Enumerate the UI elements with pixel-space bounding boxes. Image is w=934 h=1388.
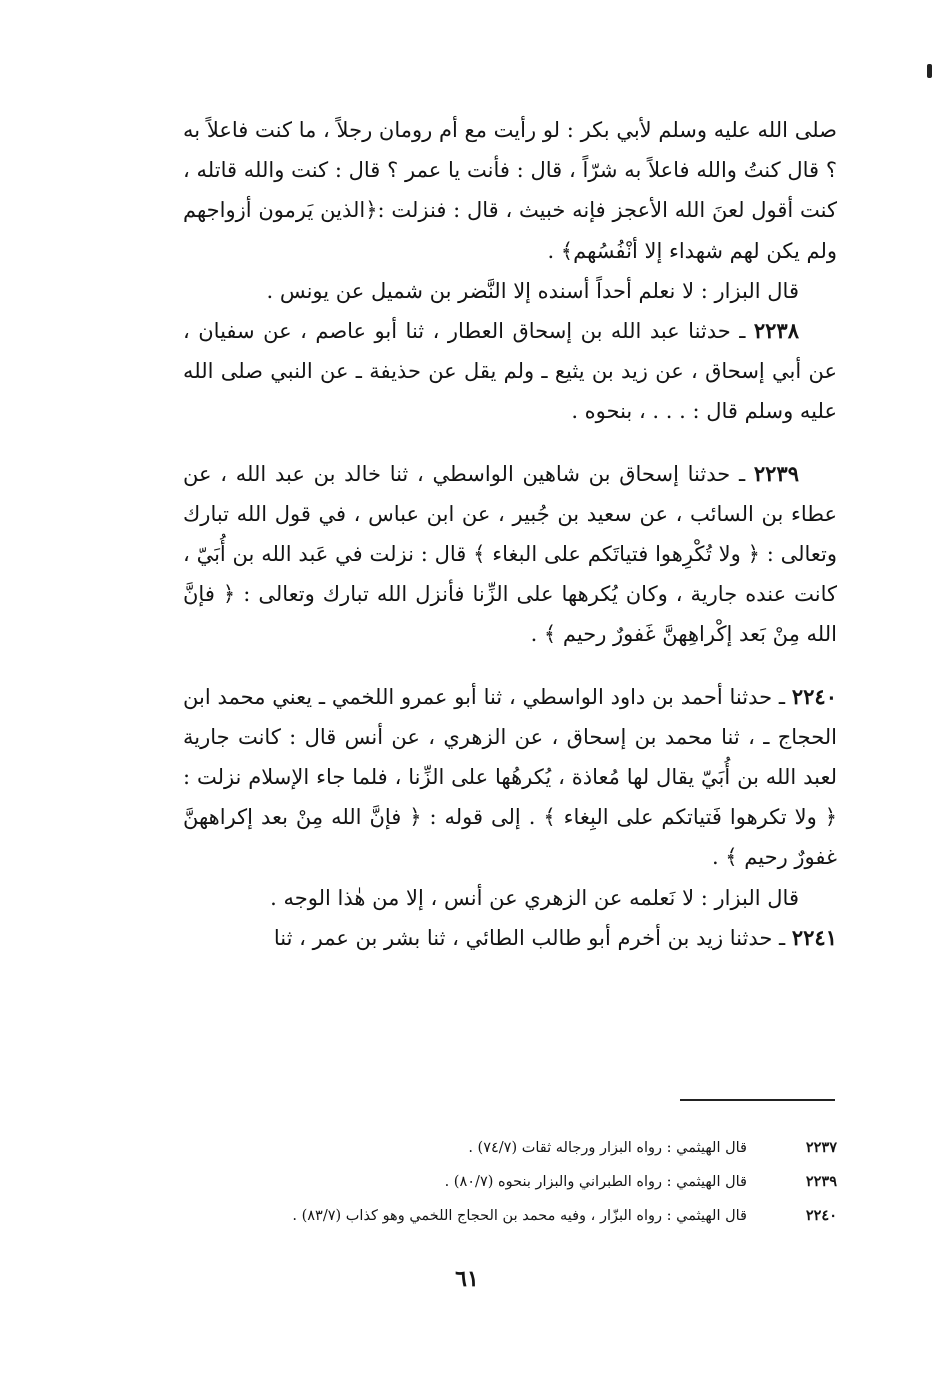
footnote-number: ٢٢٤٠ xyxy=(805,1207,837,1224)
hadith-number: ٢٢٤١ xyxy=(791,924,837,950)
hadith-paragraph xyxy=(183,454,837,655)
hadith-number: ٢٢٤٠ xyxy=(791,683,837,709)
footnote-text: قال الهيثمي : رواه الطبراني والبزار بنحوه (٨٠/٧) . xyxy=(444,1174,747,1190)
footnote-text: قال الهيثمي : رواه البزار ورجاله ثقات (٧٤/٧) . xyxy=(468,1140,747,1156)
footnote xyxy=(183,1199,837,1233)
hadith-paragraph xyxy=(183,918,837,958)
paragraph xyxy=(183,878,837,918)
main-text xyxy=(183,110,837,958)
footnote-number: ٢٢٣٩ xyxy=(805,1173,837,1190)
footnote-separator xyxy=(680,1099,835,1101)
hadith-number: ٢٢٣٩ xyxy=(753,460,799,486)
footnote-number: ٢٢٣٧ xyxy=(805,1139,837,1156)
paragraph-text: ـ حدثنا إسحاق بن شاهين الواسطي ، ثنا خالد بن عبد الله ، عن عطاء بن السائب ، عن سعيد بن جُبير ، عن ابن عباس ، في قول الله تبارك وتعالى : ﴿ ولا تُكْرِهوا فتياتَكم على البغاء ﴾ قال : نزلت في عَبد الله بن أُبَيّ ، كانت عنده جارية ، وكان يُكرهها على الزِّنا فأنزل الله تبارك وتعالى : ﴿ فإنَّ الله مِنْ بَعد إكْراهِهنَّ غَفورٌ رحيم ﴾ . xyxy=(183,461,837,647)
paragraph-text: ـ حدثنا أحمد بن داود الواسطي ، ثنا أبو عمرو اللخمي ـ يعني محمد ابن الحجاج ـ ، ثنا محمد بن إسحاق ، عن الزهري ، عن أنس قال : كانت جارية لعبد الله بن أُبَيّ يقال لها مُعاذة ، يُكرهُها على الزِّنا ، فلما جاء الإسلام نزلت : ﴿ ولا تكرهوا فَتياتكم على البِغاء ﴾ . إلى قوله : ﴿ فإنَّ الله مِنْ بعد إكراههنَّ غفورٌ رحيم ﴾ . xyxy=(183,684,837,870)
paragraph-text: صلى الله عليه وسلم لأبي بكر : لو رأيت مع أم رومان رجلاً ، ما كنت فاعلاً به ؟ قال كنتُ والله فاعلاً به شرّاً ، قال : فأنت يا عمر ؟ قال : كنت والله قاتله ، كنت أقول لعنَ الله الأعجز فإنه خبيث ، قال : فنزلت :﴿الذين يَرمون أزواجهم ولم يكن لهم شهداء إلا أنْفُسُهم﴾ . xyxy=(183,118,837,263)
hadith-number: ٢٢٣٨ xyxy=(753,318,799,344)
paragraph-text: ـ حدثنا زيد بن أخرم أبو طالب الطائي ، ثنا بشر بن عمر ، ثنا xyxy=(273,925,786,950)
footnote xyxy=(183,1165,837,1199)
page-number: ٦١ xyxy=(455,1266,479,1292)
hadith-paragraph xyxy=(183,677,837,878)
paragraph xyxy=(183,271,837,311)
paragraph-text: ـ حدثنا عبد الله بن إسحاق العطار ، ثنا أبو عاصم ، عن سفيان ، عن أبي إسحاق ، عن زيد بن يثيع ـ ولم يقل عن حذيفة ـ عن النبي صلى الله عليه وسلم قال : . . . ، بنحوه . xyxy=(183,319,837,424)
paragraph-text: قال البزار : لا نعلم أحداً أسنده إلا النَّضر بن شميل عن يونس . xyxy=(266,278,799,303)
scan-edge-mark xyxy=(927,64,932,78)
footnote xyxy=(183,1131,837,1165)
hadith-paragraph xyxy=(183,311,837,432)
footnote-text: قال الهيثمي : رواه البزّار ، وفيه محمد بن الحجاج اللخمي وهو كذاب (٨٣/٧) . xyxy=(292,1208,747,1224)
paragraph xyxy=(183,110,837,271)
footnotes xyxy=(183,1131,837,1233)
paragraph-text: قال البزار : لا نَعلمه عن الزهري عن أنس ، إلا من هٰذا الوجه . xyxy=(270,885,799,910)
